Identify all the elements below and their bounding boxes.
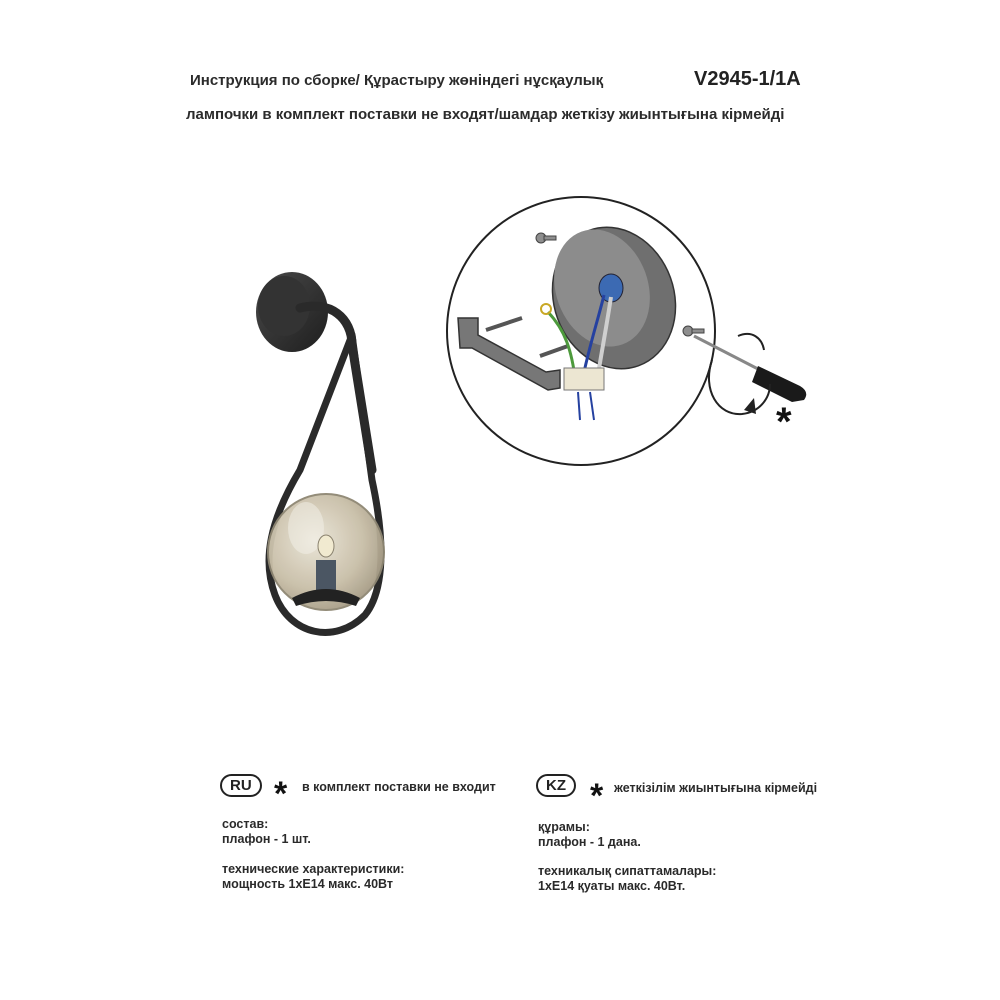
instruction-title: Инструкция по сборке/ Құрастыру жөніндегі нұсқаулық [190, 72, 604, 89]
kz-specs-label: техникалық сипаттамалары: [538, 864, 717, 878]
model-code: V2945-1/1A [694, 68, 801, 90]
ru-badge: RU [220, 774, 262, 797]
screw-top [536, 233, 556, 243]
terminal-block [564, 368, 604, 390]
kz-not-included: жеткізілім жиынтығына кірмейді [614, 781, 818, 795]
kz-badge: KZ [536, 774, 576, 797]
kz-composition-label: құрамы: [538, 820, 590, 834]
screwdriver-shaft [694, 336, 760, 370]
canopy [533, 210, 695, 386]
kz-composition-value: плафон - 1 дана. [538, 835, 641, 849]
diagram-asterisk: * [776, 400, 792, 444]
ru-specs-label: технические характеристики: [222, 862, 405, 876]
ru-composition-label: состав: [222, 817, 269, 831]
ru-asterisk: * [274, 775, 288, 813]
ru-specs-value: мощность 1хЕ14 макс. 40Вт [222, 877, 394, 891]
bulbs-note: лампочки в комплект поставки не входят/шамдар жеткізу жиынтығына кірмейді [186, 106, 785, 123]
kz-specs-value: 1хЕ14 қуаты макс. 40Вт. [538, 879, 686, 893]
screwdriver-handle [752, 366, 806, 402]
kz-asterisk: * [590, 777, 604, 815]
screw-right [683, 326, 704, 336]
ru-not-included: в комплект поставки не входит [302, 780, 496, 794]
ru-composition-value: плафон - 1 шт. [222, 832, 311, 846]
